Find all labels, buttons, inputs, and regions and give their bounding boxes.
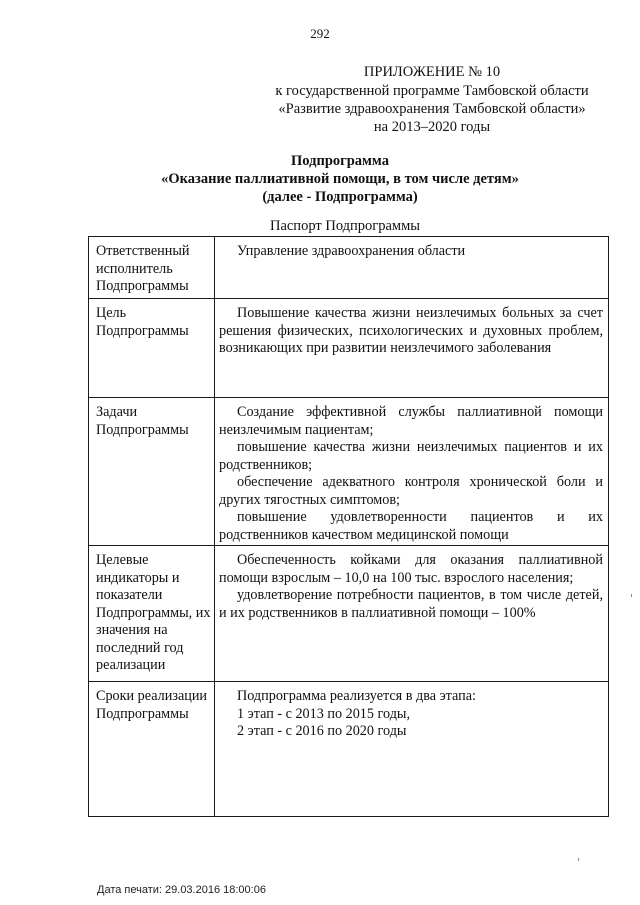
- row-paragraph: Повышение качества жизни неизлечимых больных за счет решения физических, психологических и духовных проблем, возникающих при развитии неизлечимого заболевания: [219, 305, 603, 356]
- page-number: 292: [310, 26, 330, 41]
- row-intro: Подпрограмма реализуется в два этапа:: [237, 688, 476, 704]
- row-step: 1 этап - с 2013 по 2015 годы,: [237, 705, 410, 722]
- row-paragraph: Создание эффективной службы паллиативной помощи неизлечимым пациентам;: [219, 404, 603, 438]
- row-step: 2 этап - с 2016 по 2020 годы: [237, 723, 407, 739]
- passport-title: Паспорт Подпрограммы: [269, 218, 421, 234]
- subprogram-note: (далее - Подпрограмма): [262, 189, 418, 205]
- row-label: Задачи Подпрограммы: [89, 398, 215, 546]
- row-label: Целевые индикаторы и показатели Подпрограммы, их значения на последний год реализации: [89, 546, 215, 682]
- appendix-line-2: «Развитие здравоохранения Тамбовской области»: [278, 101, 586, 117]
- table-row: [89, 546, 609, 682]
- table-row: [89, 398, 609, 546]
- print-date: Дата печати: 29.03.2016 18:00:06: [97, 884, 266, 896]
- row-content: [215, 546, 609, 682]
- scan-speck: [578, 858, 579, 861]
- row-paragraph: повышение удовлетворенности пациентов и их родственников качеством медицинской помощи: [219, 509, 603, 543]
- row-paragraph: Обеспеченность койками для оказания паллиативной помощи взрослым – 10,0 на 100 тыс. взрослого населения;: [219, 552, 603, 586]
- row-content: [215, 398, 609, 546]
- appendix-title: ПРИЛОЖЕНИЕ № 10: [363, 64, 501, 80]
- appendix-line-3: на 2013–2020 годы: [373, 119, 491, 135]
- scan-speck: [631, 594, 632, 597]
- subprogram-heading: [60, 152, 620, 206]
- subprogram-title: «Оказание паллиативной помощи, в том числе детям»: [161, 171, 519, 187]
- row-label: Сроки реализации Подпрограммы: [89, 682, 215, 817]
- table-row: [89, 237, 609, 299]
- table-row: [89, 299, 609, 398]
- row-paragraph: повышение качества жизни неизлечимых пациентов и их родственников;: [219, 439, 603, 473]
- row-paragraph: Управление здравоохранения области: [237, 243, 466, 259]
- row-content: [215, 237, 609, 299]
- row-label: Ответственный исполнитель Подпрограммы: [89, 237, 215, 299]
- row-content: [215, 299, 609, 398]
- subprogram-label: Подпрограмма: [291, 153, 389, 169]
- row-paragraph: обеспечение адекватного контроля хронической боли и других тягостных симптомов;: [219, 474, 603, 508]
- row-paragraph: удовлетворение потребности пациентов, в том числе детей, и их родственников в паллиативной помощи – 100%: [219, 587, 603, 621]
- appendix-line-1: к государственной программе Тамбовской области: [275, 83, 589, 99]
- table-row: [89, 682, 609, 817]
- passport-table: [88, 236, 609, 817]
- row-label: Цель Подпрограммы: [89, 299, 215, 398]
- row-content: [215, 682, 609, 817]
